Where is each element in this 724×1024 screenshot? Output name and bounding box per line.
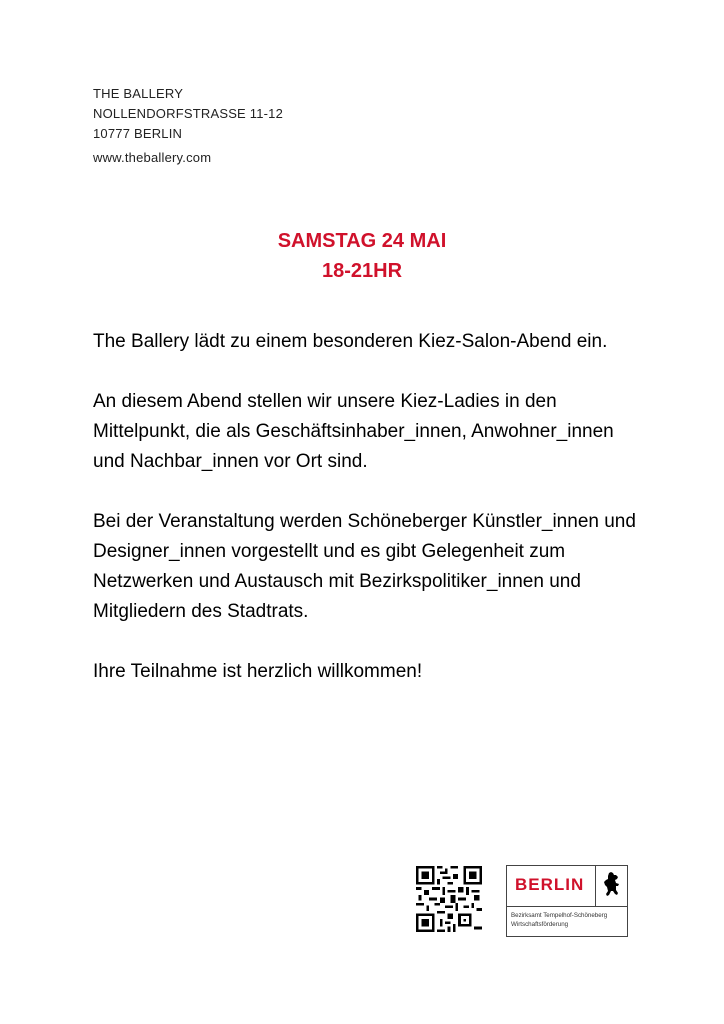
berlin-bear-icon: [601, 871, 623, 901]
logo-wordmark: BERLIN: [515, 875, 585, 894]
event-time: 18-21HR: [321, 260, 403, 282]
logo-district: Bezirksamt Tempelhof-Schöneberg: [511, 912, 608, 919]
paragraph-welcome: Ihre Teilnahme ist herzlich willkommen!: [93, 661, 423, 682]
venue-website-link[interactable]: www.theballery.com: [93, 150, 212, 165]
venue-name: THE BALLERY: [93, 86, 184, 101]
paragraph-intro: The Ballery lädt zu einem besonderen Kiez-Salon-Abend ein.: [93, 331, 608, 352]
venue-street: NOLLENDORFSTRASSE 11-12: [93, 106, 284, 121]
logo-header: [507, 866, 627, 907]
berlin-district-logo: [506, 865, 628, 937]
venue-city: 10777 BERLIN: [93, 126, 183, 141]
venue-address: [93, 84, 283, 168]
qr-code-icon[interactable]: [416, 866, 482, 932]
logo-subtitle: [511, 911, 607, 929]
logo-department: Wirtschaftsförderung: [511, 921, 569, 928]
invitation-text: [93, 327, 643, 717]
event-date: SAMSTAG 24 MAI: [277, 230, 447, 252]
paragraph-event: Bei der Veranstaltung werden Schöneberger Künstler_innen und Designer_innen vorgestellt und es gibt Gelegenheit zum Netzwerken und Austausch mit Bezirkspolitiker_innen und Mitgliedern des Stadtrats.: [93, 511, 636, 622]
event-datetime: [0, 226, 724, 286]
logo-divider: [595, 866, 596, 906]
paragraph-ladies: An diesem Abend stellen wir unsere Kiez-Ladies in den Mittelpunkt, die als Geschäftsinhaber_innen, Anwohner_innen und Nachbar_innen vor Ort sind.: [93, 391, 614, 472]
